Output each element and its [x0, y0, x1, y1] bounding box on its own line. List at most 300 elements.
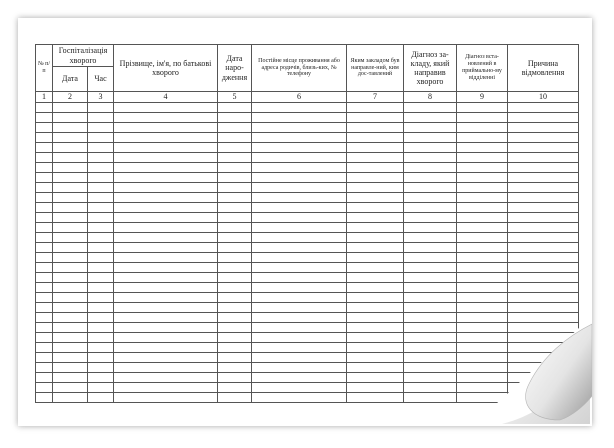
- column-number: 2: [53, 92, 88, 103]
- table-cell: [53, 393, 88, 403]
- table-cell: [88, 373, 114, 383]
- table-cell: [218, 373, 252, 383]
- table-cell: [36, 353, 53, 363]
- table-cell: [218, 363, 252, 373]
- table-cell: [347, 143, 404, 153]
- table-cell: [404, 183, 457, 193]
- table-cell: [36, 393, 53, 403]
- table-cell: [36, 233, 53, 243]
- table-cell: [218, 253, 252, 263]
- table-cell: [404, 213, 457, 223]
- table-row: [36, 113, 579, 123]
- header-refusal-reason: Причина відмовлення: [508, 45, 579, 92]
- table-cell: [404, 393, 457, 403]
- table-cell: [88, 243, 114, 253]
- table-cell: [252, 333, 347, 343]
- table-cell: [508, 263, 579, 273]
- table-cell: [252, 223, 347, 233]
- table-cell: [347, 113, 404, 123]
- table-cell: [88, 223, 114, 233]
- table-cell: [508, 133, 579, 143]
- table-row: [36, 303, 579, 313]
- table-cell: [252, 113, 347, 123]
- table-cell: [36, 123, 53, 133]
- table-cell: [404, 253, 457, 263]
- table-cell: [252, 123, 347, 133]
- table-cell: [36, 303, 53, 313]
- table-row: [36, 253, 579, 263]
- table-cell: [218, 183, 252, 193]
- table-cell: [347, 203, 404, 213]
- table-cell: [53, 193, 88, 203]
- table-cell: [347, 173, 404, 183]
- header-referring-diagnosis: Діагноз за-кладу, який направив хворого: [404, 45, 457, 92]
- table-cell: [53, 363, 88, 373]
- table-cell: [347, 223, 404, 233]
- table-cell: [457, 273, 508, 283]
- column-number: 9: [457, 92, 508, 103]
- table-cell: [53, 183, 88, 193]
- table-cell: [36, 283, 53, 293]
- table-cell: [88, 333, 114, 343]
- table-cell: [218, 333, 252, 343]
- table-cell: [218, 123, 252, 133]
- table-cell: [88, 383, 114, 393]
- table-cell: [347, 283, 404, 293]
- table-cell: [88, 293, 114, 303]
- table-cell: [88, 253, 114, 263]
- table-cell: [88, 323, 114, 333]
- table-cell: [404, 323, 457, 333]
- page-curl-icon: [472, 316, 592, 426]
- table-row: [36, 193, 579, 203]
- column-number: 1: [36, 92, 53, 103]
- register-sheet: [18, 18, 592, 426]
- table-cell: [88, 303, 114, 313]
- table-cell: [252, 253, 347, 263]
- table-cell: [88, 123, 114, 133]
- table-cell: [252, 213, 347, 223]
- table-cell: [53, 203, 88, 213]
- table-cell: [404, 383, 457, 393]
- table-cell: [252, 103, 347, 113]
- table-cell: [404, 313, 457, 323]
- table-cell: [347, 243, 404, 253]
- table-cell: [218, 293, 252, 303]
- table-cell: [404, 243, 457, 253]
- table-cell: [88, 283, 114, 293]
- table-cell: [88, 113, 114, 123]
- table-cell: [53, 153, 88, 163]
- table-cell: [252, 183, 347, 193]
- table-cell: [404, 113, 457, 123]
- table-cell: [252, 243, 347, 253]
- table-cell: [53, 283, 88, 293]
- table-cell: [53, 323, 88, 333]
- header-address: Постійне місце проживання або адреса родичів, близь-ких, № телефону: [252, 45, 347, 92]
- table-cell: [218, 343, 252, 353]
- table-row: [36, 233, 579, 243]
- header-admission-diagnosis: Діагноз вста-новлений в приймально-му відділенні: [457, 45, 508, 92]
- table-cell: [508, 223, 579, 233]
- table-cell: [218, 133, 252, 143]
- table-cell: [218, 173, 252, 183]
- table-cell: [508, 203, 579, 213]
- table-cell: [508, 183, 579, 193]
- table-cell: [36, 153, 53, 163]
- table-cell: [218, 223, 252, 233]
- table-cell: [218, 243, 252, 253]
- table-cell: [457, 233, 508, 243]
- table-cell: [36, 323, 53, 333]
- table-cell: [347, 183, 404, 193]
- table-cell: [508, 123, 579, 133]
- table-cell: [88, 343, 114, 353]
- table-cell: [88, 363, 114, 373]
- table-cell: [36, 203, 53, 213]
- table-cell: [114, 323, 218, 333]
- table-cell: [218, 103, 252, 113]
- table-cell: [53, 233, 88, 243]
- table-cell: [508, 143, 579, 153]
- table-cell: [218, 283, 252, 293]
- table-cell: [53, 163, 88, 173]
- table-cell: [114, 243, 218, 253]
- table-cell: [508, 213, 579, 223]
- table-cell: [53, 133, 88, 143]
- table-cell: [404, 163, 457, 173]
- table-cell: [252, 233, 347, 243]
- table-cell: [252, 163, 347, 173]
- table-cell: [36, 223, 53, 233]
- table-cell: [114, 373, 218, 383]
- table-cell: [218, 193, 252, 203]
- table-cell: [252, 323, 347, 333]
- table-cell: [36, 243, 53, 253]
- table-cell: [53, 343, 88, 353]
- table-cell: [252, 373, 347, 383]
- table-cell: [114, 333, 218, 343]
- table-cell: [347, 163, 404, 173]
- column-number: 7: [347, 92, 404, 103]
- table-cell: [53, 243, 88, 253]
- table-cell: [457, 193, 508, 203]
- table-cell: [88, 193, 114, 203]
- table-cell: [252, 153, 347, 163]
- table-cell: [404, 363, 457, 373]
- table-cell: [53, 253, 88, 263]
- table-cell: [36, 213, 53, 223]
- table-cell: [457, 223, 508, 233]
- table-cell: [114, 113, 218, 123]
- table-cell: [347, 133, 404, 143]
- column-number: 8: [404, 92, 457, 103]
- table-cell: [508, 173, 579, 183]
- table-cell: [347, 323, 404, 333]
- table-cell: [252, 363, 347, 373]
- table-cell: [36, 173, 53, 183]
- table-cell: [114, 213, 218, 223]
- table-cell: [457, 123, 508, 133]
- table-cell: [36, 133, 53, 143]
- table-cell: [508, 113, 579, 123]
- table-cell: [508, 243, 579, 253]
- table-row: [36, 213, 579, 223]
- table-cell: [347, 363, 404, 373]
- table-cell: [88, 103, 114, 113]
- table-cell: [252, 303, 347, 313]
- table-cell: [218, 353, 252, 363]
- table-cell: [347, 123, 404, 133]
- table-cell: [404, 173, 457, 183]
- column-number: 10: [508, 92, 579, 103]
- table-cell: [36, 103, 53, 113]
- table-cell: [457, 163, 508, 173]
- table-cell: [252, 133, 347, 143]
- table-cell: [36, 293, 53, 303]
- table-cell: [347, 303, 404, 313]
- table-row: [36, 143, 579, 153]
- table-cell: [53, 223, 88, 233]
- table-cell: [252, 343, 347, 353]
- table-cell: [404, 123, 457, 133]
- table-cell: [508, 163, 579, 173]
- table-cell: [218, 153, 252, 163]
- table-cell: [36, 253, 53, 263]
- table-cell: [36, 343, 53, 353]
- table-cell: [53, 303, 88, 313]
- table-cell: [404, 103, 457, 113]
- table-cell: [404, 153, 457, 163]
- table-cell: [218, 203, 252, 213]
- table-cell: [88, 173, 114, 183]
- table-cell: [218, 393, 252, 403]
- table-cell: [404, 273, 457, 283]
- table-cell: [252, 283, 347, 293]
- header-referral: Яким закладом був направле-ний, ким дос-тавлений: [347, 45, 404, 92]
- table-cell: [252, 173, 347, 183]
- table-cell: [36, 163, 53, 173]
- table-cell: [36, 273, 53, 283]
- table-cell: [508, 253, 579, 263]
- table-cell: [114, 193, 218, 203]
- table-cell: [404, 223, 457, 233]
- table-cell: [218, 263, 252, 273]
- table-cell: [252, 273, 347, 283]
- table-row: [36, 203, 579, 213]
- table-cell: [88, 273, 114, 283]
- table-cell: [218, 303, 252, 313]
- table-cell: [36, 333, 53, 343]
- table-cell: [114, 223, 218, 233]
- table-cell: [53, 383, 88, 393]
- table-cell: [88, 133, 114, 143]
- table-cell: [53, 103, 88, 113]
- table-cell: [114, 313, 218, 323]
- table-cell: [347, 153, 404, 163]
- table-cell: [508, 283, 579, 293]
- table-cell: [114, 303, 218, 313]
- table-row: [36, 123, 579, 133]
- table-cell: [114, 353, 218, 363]
- table-cell: [404, 293, 457, 303]
- table-cell: [88, 263, 114, 273]
- table-cell: [53, 173, 88, 183]
- table-cell: [53, 273, 88, 283]
- table-cell: [404, 303, 457, 313]
- table-cell: [114, 283, 218, 293]
- table-row: [36, 133, 579, 143]
- table-cell: [218, 383, 252, 393]
- table-cell: [114, 103, 218, 113]
- table-cell: [347, 383, 404, 393]
- header-full-name: Прізвище, ім'я, по батькові хворого: [114, 45, 218, 92]
- table-cell: [114, 123, 218, 133]
- column-number: 5: [218, 92, 252, 103]
- table-cell: [347, 193, 404, 203]
- table-row: [36, 183, 579, 193]
- table-cell: [36, 373, 53, 383]
- table-cell: [457, 253, 508, 263]
- table-cell: [218, 313, 252, 323]
- table-cell: [88, 393, 114, 403]
- table-cell: [404, 133, 457, 143]
- table-row: [36, 223, 579, 233]
- table-cell: [347, 393, 404, 403]
- table-row: [36, 273, 579, 283]
- table-cell: [114, 363, 218, 373]
- table-cell: [457, 213, 508, 223]
- table-cell: [36, 143, 53, 153]
- table-cell: [53, 123, 88, 133]
- column-number: 6: [252, 92, 347, 103]
- table-cell: [347, 353, 404, 363]
- table-cell: [457, 143, 508, 153]
- table-cell: [218, 213, 252, 223]
- table-cell: [218, 143, 252, 153]
- table-cell: [404, 283, 457, 293]
- table-cell: [53, 373, 88, 383]
- table-cell: [88, 153, 114, 163]
- table-cell: [114, 273, 218, 283]
- header-num: № п/п: [36, 45, 53, 92]
- table-cell: [218, 233, 252, 243]
- table-cell: [218, 323, 252, 333]
- table-cell: [404, 203, 457, 213]
- table-cell: [347, 293, 404, 303]
- table-cell: [114, 343, 218, 353]
- table-cell: [88, 143, 114, 153]
- header-birth-date: Дата наро-дження: [218, 45, 252, 92]
- table-cell: [114, 203, 218, 213]
- table-cell: [252, 293, 347, 303]
- table-cell: [457, 153, 508, 163]
- table-cell: [114, 153, 218, 163]
- column-number-row: [36, 92, 579, 103]
- table-cell: [457, 113, 508, 123]
- table-cell: [252, 393, 347, 403]
- table-row: [36, 263, 579, 273]
- header-hospitalization: Госпіталізація хворого: [53, 45, 114, 67]
- table-row: [36, 173, 579, 183]
- table-cell: [404, 333, 457, 343]
- table-cell: [53, 353, 88, 363]
- table-cell: [218, 163, 252, 173]
- table-cell: [457, 303, 508, 313]
- table-cell: [53, 263, 88, 273]
- table-cell: [36, 183, 53, 193]
- table-cell: [114, 133, 218, 143]
- table-cell: [252, 313, 347, 323]
- table-cell: [114, 183, 218, 193]
- table-cell: [457, 293, 508, 303]
- header-time: Час: [88, 67, 114, 92]
- table-cell: [53, 213, 88, 223]
- table-cell: [36, 313, 53, 323]
- table-cell: [508, 303, 579, 313]
- table-cell: [88, 313, 114, 323]
- table-cell: [88, 233, 114, 243]
- table-cell: [36, 193, 53, 203]
- table-row: [36, 283, 579, 293]
- table-cell: [88, 213, 114, 223]
- table-cell: [114, 233, 218, 243]
- table-cell: [252, 143, 347, 153]
- table-cell: [36, 383, 53, 393]
- table-cell: [114, 293, 218, 303]
- table-cell: [36, 363, 53, 373]
- table-cell: [114, 163, 218, 173]
- table-cell: [114, 173, 218, 183]
- table-cell: [347, 313, 404, 323]
- table-cell: [457, 103, 508, 113]
- table-cell: [114, 263, 218, 273]
- table-cell: [53, 293, 88, 303]
- table-cell: [88, 353, 114, 363]
- header-date: Дата: [53, 67, 88, 92]
- table-cell: [508, 293, 579, 303]
- table-cell: [347, 253, 404, 263]
- table-cell: [508, 193, 579, 203]
- table-cell: [347, 373, 404, 383]
- table-cell: [347, 103, 404, 113]
- table-cell: [347, 273, 404, 283]
- column-number: 4: [114, 92, 218, 103]
- table-cell: [88, 183, 114, 193]
- table-cell: [404, 233, 457, 243]
- table-cell: [252, 263, 347, 273]
- table-cell: [404, 373, 457, 383]
- table-cell: [252, 193, 347, 203]
- table-cell: [88, 203, 114, 213]
- table-cell: [88, 163, 114, 173]
- table-cell: [404, 263, 457, 273]
- table-cell: [114, 253, 218, 263]
- table-cell: [347, 343, 404, 353]
- table-cell: [404, 193, 457, 203]
- table-cell: [457, 183, 508, 193]
- table-cell: [457, 263, 508, 273]
- table-cell: [218, 273, 252, 283]
- table-cell: [457, 173, 508, 183]
- table-cell: [347, 263, 404, 273]
- table-cell: [508, 233, 579, 243]
- table-row: [36, 103, 579, 113]
- table-cell: [347, 333, 404, 343]
- table-cell: [457, 203, 508, 213]
- table-cell: [53, 313, 88, 323]
- table-cell: [252, 353, 347, 363]
